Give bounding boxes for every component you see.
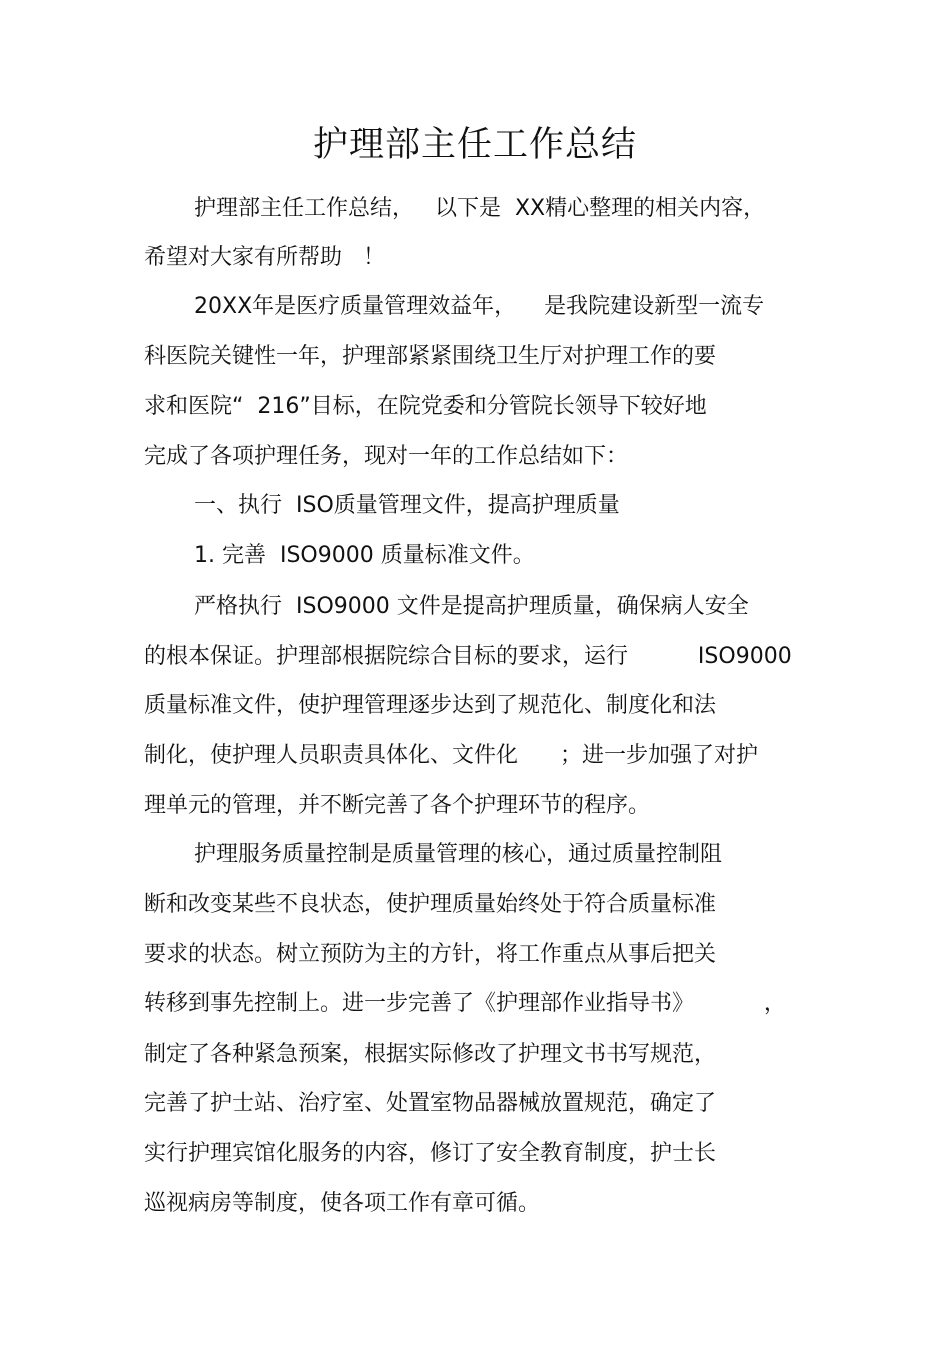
paragraph-line: 严格执行 ISO9000 文件是提高护理质量，确保病人安全 <box>194 594 749 619</box>
paragraph-line: 制定了各种紧急预案，根据实际修改了护理文书书写规范， <box>144 1042 717 1067</box>
paragraph-line: 巡视病房等制度，使各项工作有章可循。 <box>144 1191 541 1216</box>
paragraph-line: 的根本保证。护理部根据院综合目标的要求，运行 ISO9000 <box>144 644 792 669</box>
paragraph-line: 求和医院“ 216”目标，在院党委和分管院长领导下较好地 <box>144 394 707 419</box>
paragraph-line: 希望对大家有所帮助 ！ <box>144 245 385 270</box>
document-title: 护理部主任工作总结 <box>312 125 637 165</box>
paragraph-line: 护理部主任工作总结， 以下是 XX精心整理的相关内容， <box>194 196 766 221</box>
section-heading: 一、执行 ISO质量管理文件，提高护理质量 <box>194 493 620 518</box>
paragraph-line: 质量标准文件，使护理管理逐步达到了规范化、制度化和法 <box>144 693 717 718</box>
paragraph-line: 要求的状态。树立预防为主的方针，将工作重点从事后把关 <box>144 942 717 967</box>
paragraph-line: 护理服务质量控制是质量管理的核心，通过质量控制阻 <box>194 842 723 867</box>
paragraph-line: 转移到事先控制上。进一步完善了《护理部作业指导书》 ， <box>144 991 786 1016</box>
subsection-heading: 1. 完善 ISO9000 质量标准文件。 <box>194 543 535 568</box>
paragraph-line: 科医院关键性一年，护理部紧紧围绕卫生厅对护理工作的要 <box>144 344 717 369</box>
paragraph-line: 制化，使护理人员职责具体化、文件化 ；进一步加强了对护 <box>144 743 758 768</box>
paragraph-line: 理单元的管理，并不断完善了各个护理环节的程序。 <box>144 793 651 818</box>
paragraph-line: 实行护理宾馆化服务的内容，修订了安全教育制度，护士长 <box>144 1141 717 1166</box>
paragraph-line: 20XX年是医疗质量管理效益年， 是我院建设新型一流专 <box>194 294 765 319</box>
paragraph-line: 完善了护士站、治疗室、处置室物品器械放置规范，确定了 <box>144 1091 717 1116</box>
paragraph-line: 断和改变某些不良状态，使护理质量始终处于符合质量标准 <box>144 892 717 917</box>
paragraph-line: 完成了各项护理任务，现对一年的工作总结如下： <box>144 444 629 469</box>
